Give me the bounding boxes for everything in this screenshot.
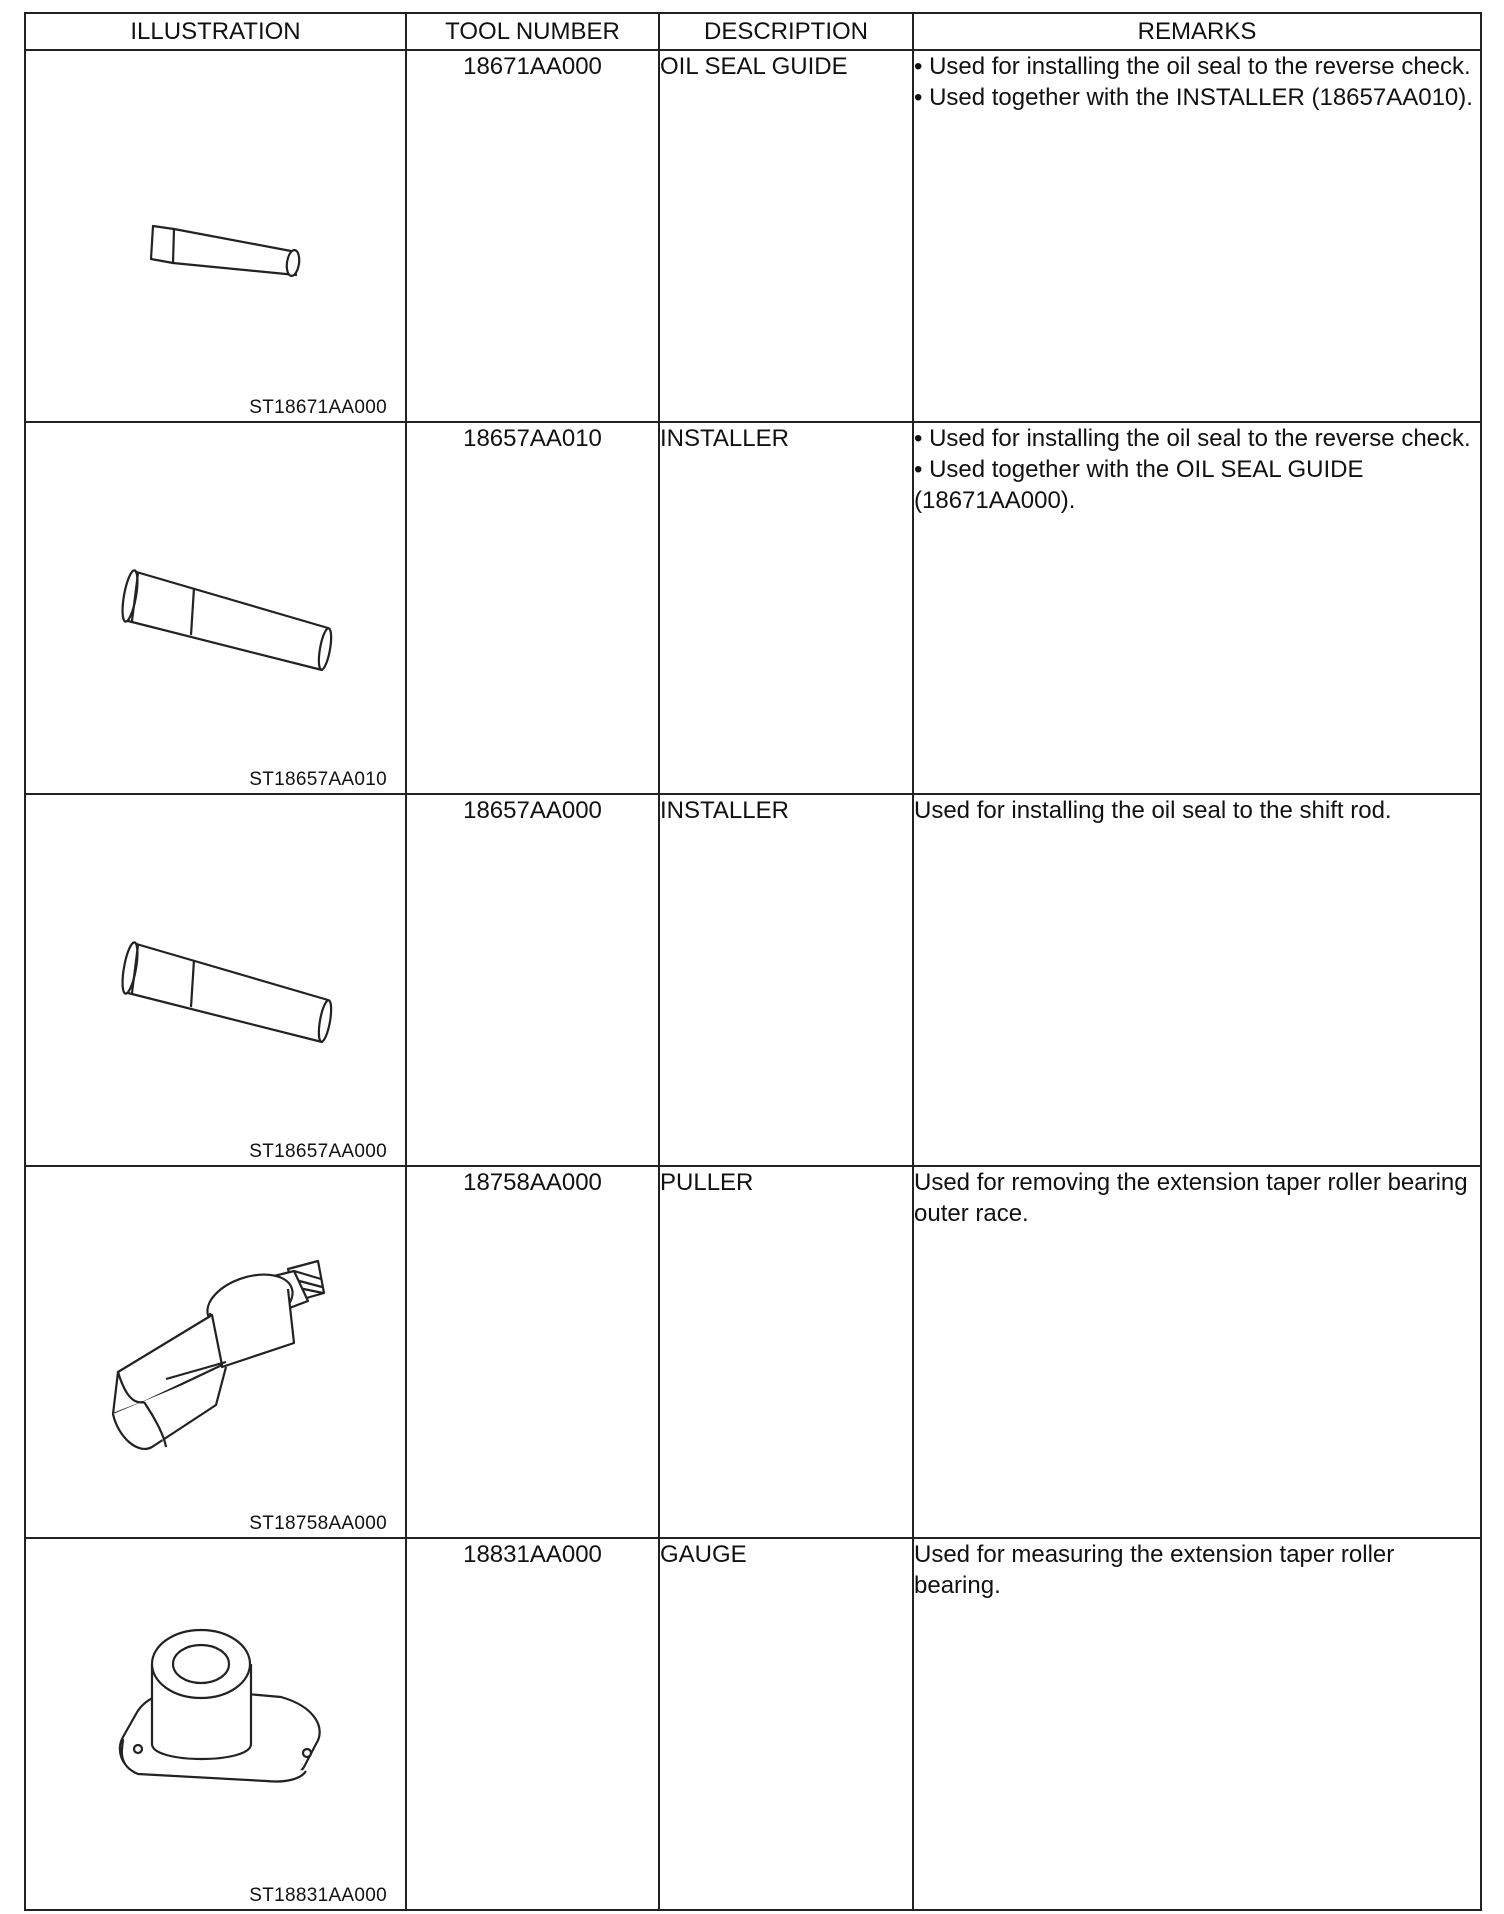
remarks-cell: [913, 422, 1481, 794]
tool-number-cell: 18657AA000: [406, 794, 659, 1166]
special-tools-table: [24, 12, 1482, 1911]
remark-line: • Used for installing the oil seal to the reverse check.: [914, 53, 1471, 80]
table-row: [25, 1166, 1481, 1538]
installer-illustration: [26, 423, 405, 793]
illustration-code: ST18831AA000: [249, 1885, 387, 1906]
illustration-cell: [25, 50, 406, 422]
remark-line: Used for measuring the extension taper roller bearing.: [914, 1541, 1395, 1599]
remark-line: • Used together with the INSTALLER (18657AA010).: [914, 84, 1473, 111]
tool-number-cell: 18657AA010: [406, 422, 659, 794]
illustration-code: ST18758AA000: [249, 1513, 387, 1534]
table-row: [25, 422, 1481, 794]
remark-line: • Used together with the OIL SEAL GUIDE (18671AA000).: [914, 456, 1364, 514]
table-row: [25, 1538, 1481, 1910]
header-remarks: REMARKS: [913, 13, 1481, 50]
table-row: [25, 50, 1481, 422]
description-cell: PULLER: [659, 1166, 913, 1538]
tool-number-cell: 18758AA000: [406, 1166, 659, 1538]
remarks-cell: [913, 50, 1481, 422]
puller-illustration: [26, 1167, 405, 1537]
description-cell: INSTALLER: [659, 794, 913, 1166]
remark-line: • Used for installing the oil seal to the reverse check.: [914, 425, 1471, 452]
remarks-cell: [913, 1538, 1481, 1910]
illustration-cell: [25, 794, 406, 1166]
remark-line: Used for removing the extension taper roller bearing outer race.: [914, 1169, 1468, 1227]
installer-illustration: [26, 795, 405, 1165]
remarks-cell: [913, 794, 1481, 1166]
illustration-cell: [25, 422, 406, 794]
remark-line: Used for installing the oil seal to the shift rod.: [914, 797, 1392, 824]
gauge-illustration: [26, 1539, 405, 1909]
description-cell: OIL SEAL GUIDE: [659, 50, 913, 422]
table-header-row: [25, 13, 1481, 50]
illustration-code: ST18657AA010: [249, 769, 387, 790]
header-description: DESCRIPTION: [659, 13, 913, 50]
illustration-cell: [25, 1166, 406, 1538]
remarks-cell: [913, 1166, 1481, 1538]
oil-seal-guide-illustration: [26, 51, 405, 421]
tool-number-cell: 18671AA000: [406, 50, 659, 422]
illustration-code: ST18657AA000: [249, 1141, 387, 1162]
illustration-cell: [25, 1538, 406, 1910]
header-illustration: ILLUSTRATION: [25, 13, 406, 50]
description-cell: INSTALLER: [659, 422, 913, 794]
illustration-code: ST18671AA000: [249, 397, 387, 418]
header-tool-number: TOOL NUMBER: [406, 13, 659, 50]
description-cell: GAUGE: [659, 1538, 913, 1910]
tool-number-cell: 18831AA000: [406, 1538, 659, 1910]
table-row: [25, 794, 1481, 1166]
